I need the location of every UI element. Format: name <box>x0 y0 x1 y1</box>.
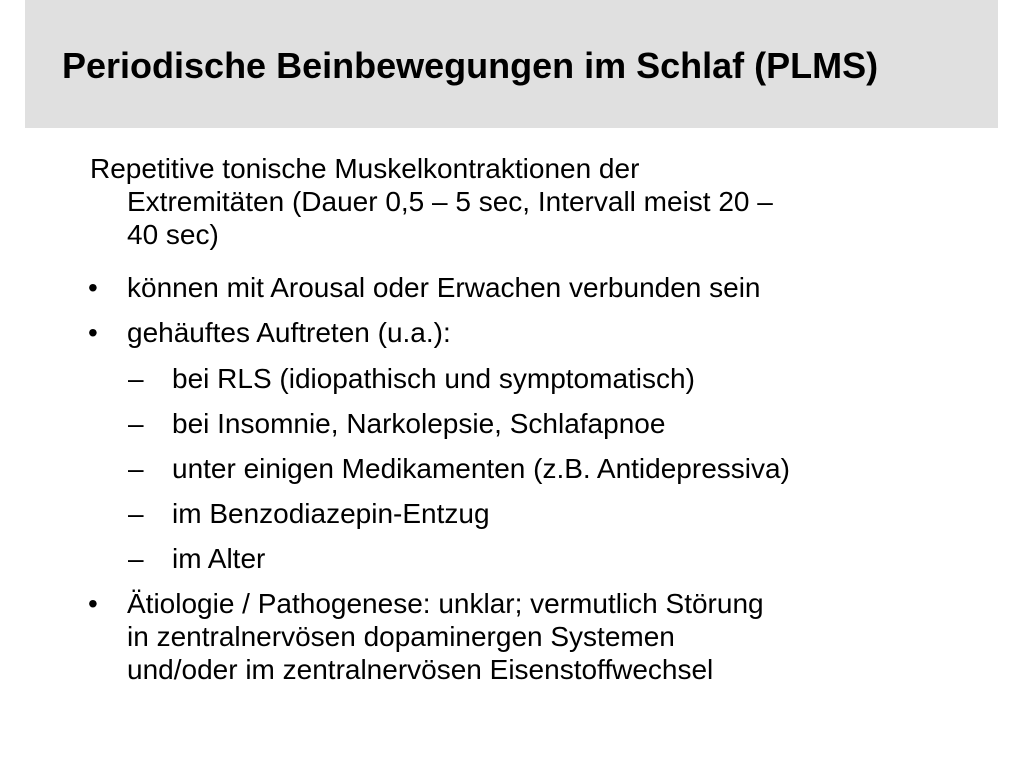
dash-marker: – <box>128 453 144 484</box>
sub-item <box>128 452 790 485</box>
bullet-text: können mit Arousal oder Erwachen verbunden sein <box>127 272 761 303</box>
bullet-text-line-3: und/oder im zentralnervösen Eisenstoffwechsel <box>127 654 714 685</box>
dash-marker: – <box>128 363 144 394</box>
sub-item-text: unter einigen Medikamenten (z.B. Antidepressiva) <box>172 453 790 484</box>
sub-item-text: im Alter <box>172 543 266 574</box>
intro-line-2: Extremitäten (Dauer 0,5 – 5 sec, Intervall meist 20 – <box>127 186 773 217</box>
dash-marker: – <box>128 543 144 574</box>
dash-marker: – <box>128 498 144 529</box>
sub-item <box>128 542 266 575</box>
sub-item-text: im Benzodiazepin-Entzug <box>172 498 490 529</box>
bullet-text-line-2: in zentralnervösen dopaminergen Systemen <box>127 621 675 652</box>
sub-item-text: bei Insomnie, Narkolepsie, Schlafapnoe <box>172 408 666 439</box>
bullet-item <box>88 271 761 304</box>
bullet-item <box>88 587 764 686</box>
sub-item <box>128 497 490 530</box>
sub-item <box>128 407 666 440</box>
bullet-item <box>88 316 451 349</box>
dash-marker: – <box>128 408 144 439</box>
intro-line-1: Repetitive tonische Muskelkontraktionen der <box>90 153 640 184</box>
bullet-marker: • <box>88 317 98 348</box>
intro-line-3: 40 sec) <box>127 219 219 250</box>
bullet-text-line-1: Ätiologie / Pathogenese: unklar; vermutlich Störung <box>127 588 764 619</box>
intro-paragraph <box>90 152 940 251</box>
sub-item-text: bei RLS (idiopathisch und symptomatisch) <box>172 363 695 394</box>
slide-title: Periodische Beinbewegungen im Schlaf (PLMS) <box>62 45 879 86</box>
sub-item <box>128 362 695 395</box>
bullet-text: gehäuftes Auftreten (u.a.): <box>127 317 451 348</box>
bullet-marker: • <box>88 588 98 619</box>
bullet-marker: • <box>88 272 98 303</box>
